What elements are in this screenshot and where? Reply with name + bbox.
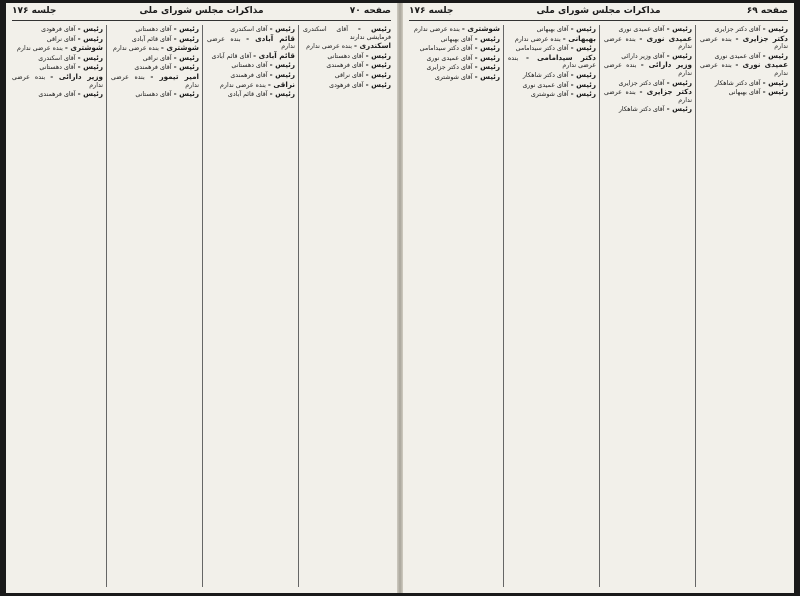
entry [409,63,500,72]
speaker-name: دکتر جزایری - [639,87,692,97]
speech-text: آقای اسکندری فرمایشی ندارند [303,26,391,41]
speech-text: آقای دکتر جزایری [618,79,665,87]
speaker-name: رئیس - [474,71,500,81]
entry [111,25,199,34]
left-column-2 [207,25,295,587]
entry [508,90,596,99]
entry [508,25,596,34]
speech-text: آقای اسکندری [230,26,268,33]
speech-text: آقای بهبهانی [728,89,761,97]
entry [409,54,500,63]
entry [604,52,692,61]
speech-text: بنده عرضی ندارم [604,89,692,104]
speaker-name: رئیس - [570,89,596,99]
speech-text: آقای نراقی [46,35,76,43]
speech-text: آقای دهستانی [327,52,364,60]
speaker-name: رئیس - [173,89,199,99]
entry [700,61,788,77]
right-page-title: مذاکرات مجلس شورای ملی [536,6,661,16]
speech-text: آقای دکتر سیدامامی [419,45,473,53]
speaker-name: شوشتری - [160,43,199,53]
speech-text: بنده عرضی ندارم [514,35,561,43]
left-page-header [12,6,391,20]
speaker-name: رئیس - [666,77,692,87]
speaker-name: رئیس - [570,25,596,33]
left-column-4 [12,25,103,587]
speaker-name: عمیدی نوری - [639,33,692,43]
left-page [6,3,397,593]
speaker-name: قائم آبادی - [253,50,295,60]
speech-text: بنده عرضی ندارم [700,62,788,77]
entry [12,44,103,53]
speech-text: آقای وزیر دارائی [621,52,665,60]
speech-text: بنده عرضی ندارم [700,35,788,51]
column-rule [695,25,696,587]
entry [604,88,692,104]
right-header-rule [409,20,788,21]
speaker-name: شوشتری - [64,43,103,53]
entry [207,61,295,70]
speech-text: بنده عرضی ندارم [12,73,103,89]
entry [409,25,500,34]
speech-text: آقای عمیدی نوری [714,52,761,60]
entry [303,52,391,61]
speech-text: آقای فرهمندی [326,62,364,70]
speaker-name: رئیس - [762,87,788,97]
entry [604,61,692,77]
speaker-name: رئیس - [77,33,103,43]
speaker-name: رئیس - [365,69,391,79]
entry [700,52,788,61]
speech-text: آقای فرهودی [41,26,76,33]
entry [207,71,295,80]
speaker-name: رئیس - [666,50,692,60]
entry [207,52,295,61]
speech-text: آقای دکتر شاهکار [618,106,665,114]
speech-text: بنده عرضی ندارم [306,43,352,51]
entry [508,81,596,90]
right-session-number: جلسه ۱۷۶ [409,6,454,16]
entry [12,90,103,99]
right-column-1 [700,25,788,587]
speaker-name: رئیس - [570,79,596,89]
left-header-rule [12,20,391,21]
speech-text: آقای دکتر جزایری [714,26,761,33]
entry [508,35,596,44]
speaker-name: وزیر دارائی - [50,71,103,81]
speech-text: بنده عرضی ندارم [113,45,159,53]
entry [12,35,103,44]
entry [508,71,596,80]
entry [409,44,500,53]
speech-text: بنده عرضی ندارم [17,45,63,53]
left-page-number: صفحه ۷۰ [349,6,391,16]
left-session-number: جلسه ۱۷۶ [12,6,57,16]
speaker-name: قائم آبادی - [246,33,295,43]
speech-text: آقای عمیدی نوری [426,54,473,62]
entry [111,63,199,72]
entry [207,81,295,90]
entry [700,35,788,51]
speaker-name: رئیس - [365,50,391,60]
entry [12,54,103,63]
speaker-name: رئیس - [365,79,391,89]
speaker-name: رئیس - [666,25,692,33]
speaker-name: رئیس - [762,77,788,87]
entry [604,105,692,114]
speaker-name: رئیس - [570,69,596,79]
speech-text: آقای نراقی [334,71,364,79]
speaker-name: رئیس - [77,62,103,72]
right-column-3 [508,25,596,587]
left-page-title: مذاکرات مجلس شورای ملی [139,6,264,16]
entry [12,25,103,34]
entry [700,79,788,88]
speaker-name: رئیس - [474,62,500,72]
speaker-name: رئیس - [762,50,788,60]
entry [700,88,788,97]
entry [604,25,692,34]
speaker-name: رئیس - [173,33,199,43]
speech-text: بنده عرضی ندارم [604,35,692,51]
speech-text: آقای قائم آبادی [131,35,172,43]
speaker-name: دکتر جزایری - [735,33,788,43]
speaker-name: رئیس - [474,33,500,43]
speech-text: بنده عرضی ندارم [414,26,460,33]
entry [409,73,500,82]
book-spread [6,3,794,593]
speech-text: آقای بهبهانی [536,26,569,33]
speaker-name: رئیس - [77,52,103,62]
entry [111,44,199,53]
entry [12,63,103,72]
speech-text: آقای بهبهانی [440,35,473,43]
speaker-name: رئیس - [474,52,500,62]
entry [700,25,788,34]
entry [508,54,596,70]
entry [207,90,295,99]
speech-text: آقای عمیدی نوری [522,81,569,89]
column-rule [503,25,504,587]
entry [303,61,391,70]
entry [111,90,199,99]
speaker-name: رئیس - [173,52,199,62]
speech-text: آقای دکتر شاهکار [522,71,569,79]
entry [207,25,295,34]
speaker-name: رئیس - [474,43,500,53]
speech-text: بنده عرضی ندارم [220,81,266,89]
column-rule [202,25,203,587]
speaker-name: رئیس - [173,25,199,33]
speech-text: بنده عرضی ندارم [604,62,692,77]
speaker-name: رئیس - [269,69,295,79]
entry [111,35,199,44]
speech-text: آقای دکتر سیدامامی [515,45,569,53]
entry [409,35,500,44]
speech-text: آقای قائم آبادی [227,91,268,99]
right-page-number: صفحه ۶۹ [746,6,788,16]
right-column-4 [409,25,500,587]
speaker-name: نراقی - [267,79,295,89]
speaker-name: رئیس - [666,104,692,114]
entry [508,44,596,53]
speaker-name: رئیس - [570,43,596,53]
speech-text: آقای قائم آبادی [211,52,252,60]
speech-text: آقای دهستانی [135,91,172,99]
speech-text: آقای دکتر جزایری [426,64,473,72]
speaker-name: رئیس - [357,25,391,33]
right-page [403,3,794,593]
speech-text: آقای دهستانی [135,26,172,33]
speech-text: آقای اسکندری [38,54,76,62]
column-rule [106,25,107,587]
speaker-name: رئیس - [77,89,103,99]
entry [303,81,391,90]
column-rule [599,25,600,587]
speaker-name: رئیس - [77,25,103,33]
speech-text: بنده عرضی ندارم [207,35,295,51]
entry [303,42,391,51]
entry [207,35,295,51]
entry [303,25,391,41]
speech-text: آقای فرهمندی [230,71,268,79]
speech-text: آقای دکتر شاهکار [714,79,761,87]
entry [604,35,692,51]
speaker-name: رئیس - [173,62,199,72]
entry [604,79,692,88]
speaker-name: رئیس - [269,25,295,33]
speaker-name: رئیس - [762,25,788,33]
entry [303,71,391,80]
right-page-header [409,6,788,20]
speaker-name: عمیدی نوری - [735,60,788,70]
speech-text: آقای فرهودی [329,81,364,89]
column-rule [298,25,299,587]
speech-text: آقای دهستانی [231,62,268,70]
speech-text: بنده عرضی ندارم [111,73,199,89]
speaker-name: بهبهانی - [562,33,596,43]
speech-text: آقای شوشتری [530,91,569,99]
speaker-name: امیر تیمور - [150,71,199,81]
speech-text: آقای فرهمندی [38,91,76,99]
speaker-name: شوشتری - [461,25,500,33]
entry [111,73,199,89]
speaker-name: اسکندری - [353,41,391,51]
speaker-name: رئیس - [365,60,391,70]
speaker-name: رئیس - [269,89,295,99]
speech-text: آقای نراقی [142,54,172,62]
speech-text: آقای دهستانی [39,64,76,72]
right-column-2 [604,25,692,587]
speech-text: آقای فرهمندی [134,64,172,72]
entry [12,73,103,89]
speech-text: آقای عمیدی نوری [618,26,665,33]
speaker-name: وزیر دارائی - [640,60,692,70]
left-column-1 [303,25,391,587]
speaker-name: دکتر سیدامامی - [525,52,596,62]
speech-text: بنده عرضی ندارم [508,54,596,70]
entry [111,54,199,63]
left-column-3 [111,25,199,587]
speaker-name: رئیس - [269,60,295,70]
speech-text: آقای شوشتری [434,73,473,81]
